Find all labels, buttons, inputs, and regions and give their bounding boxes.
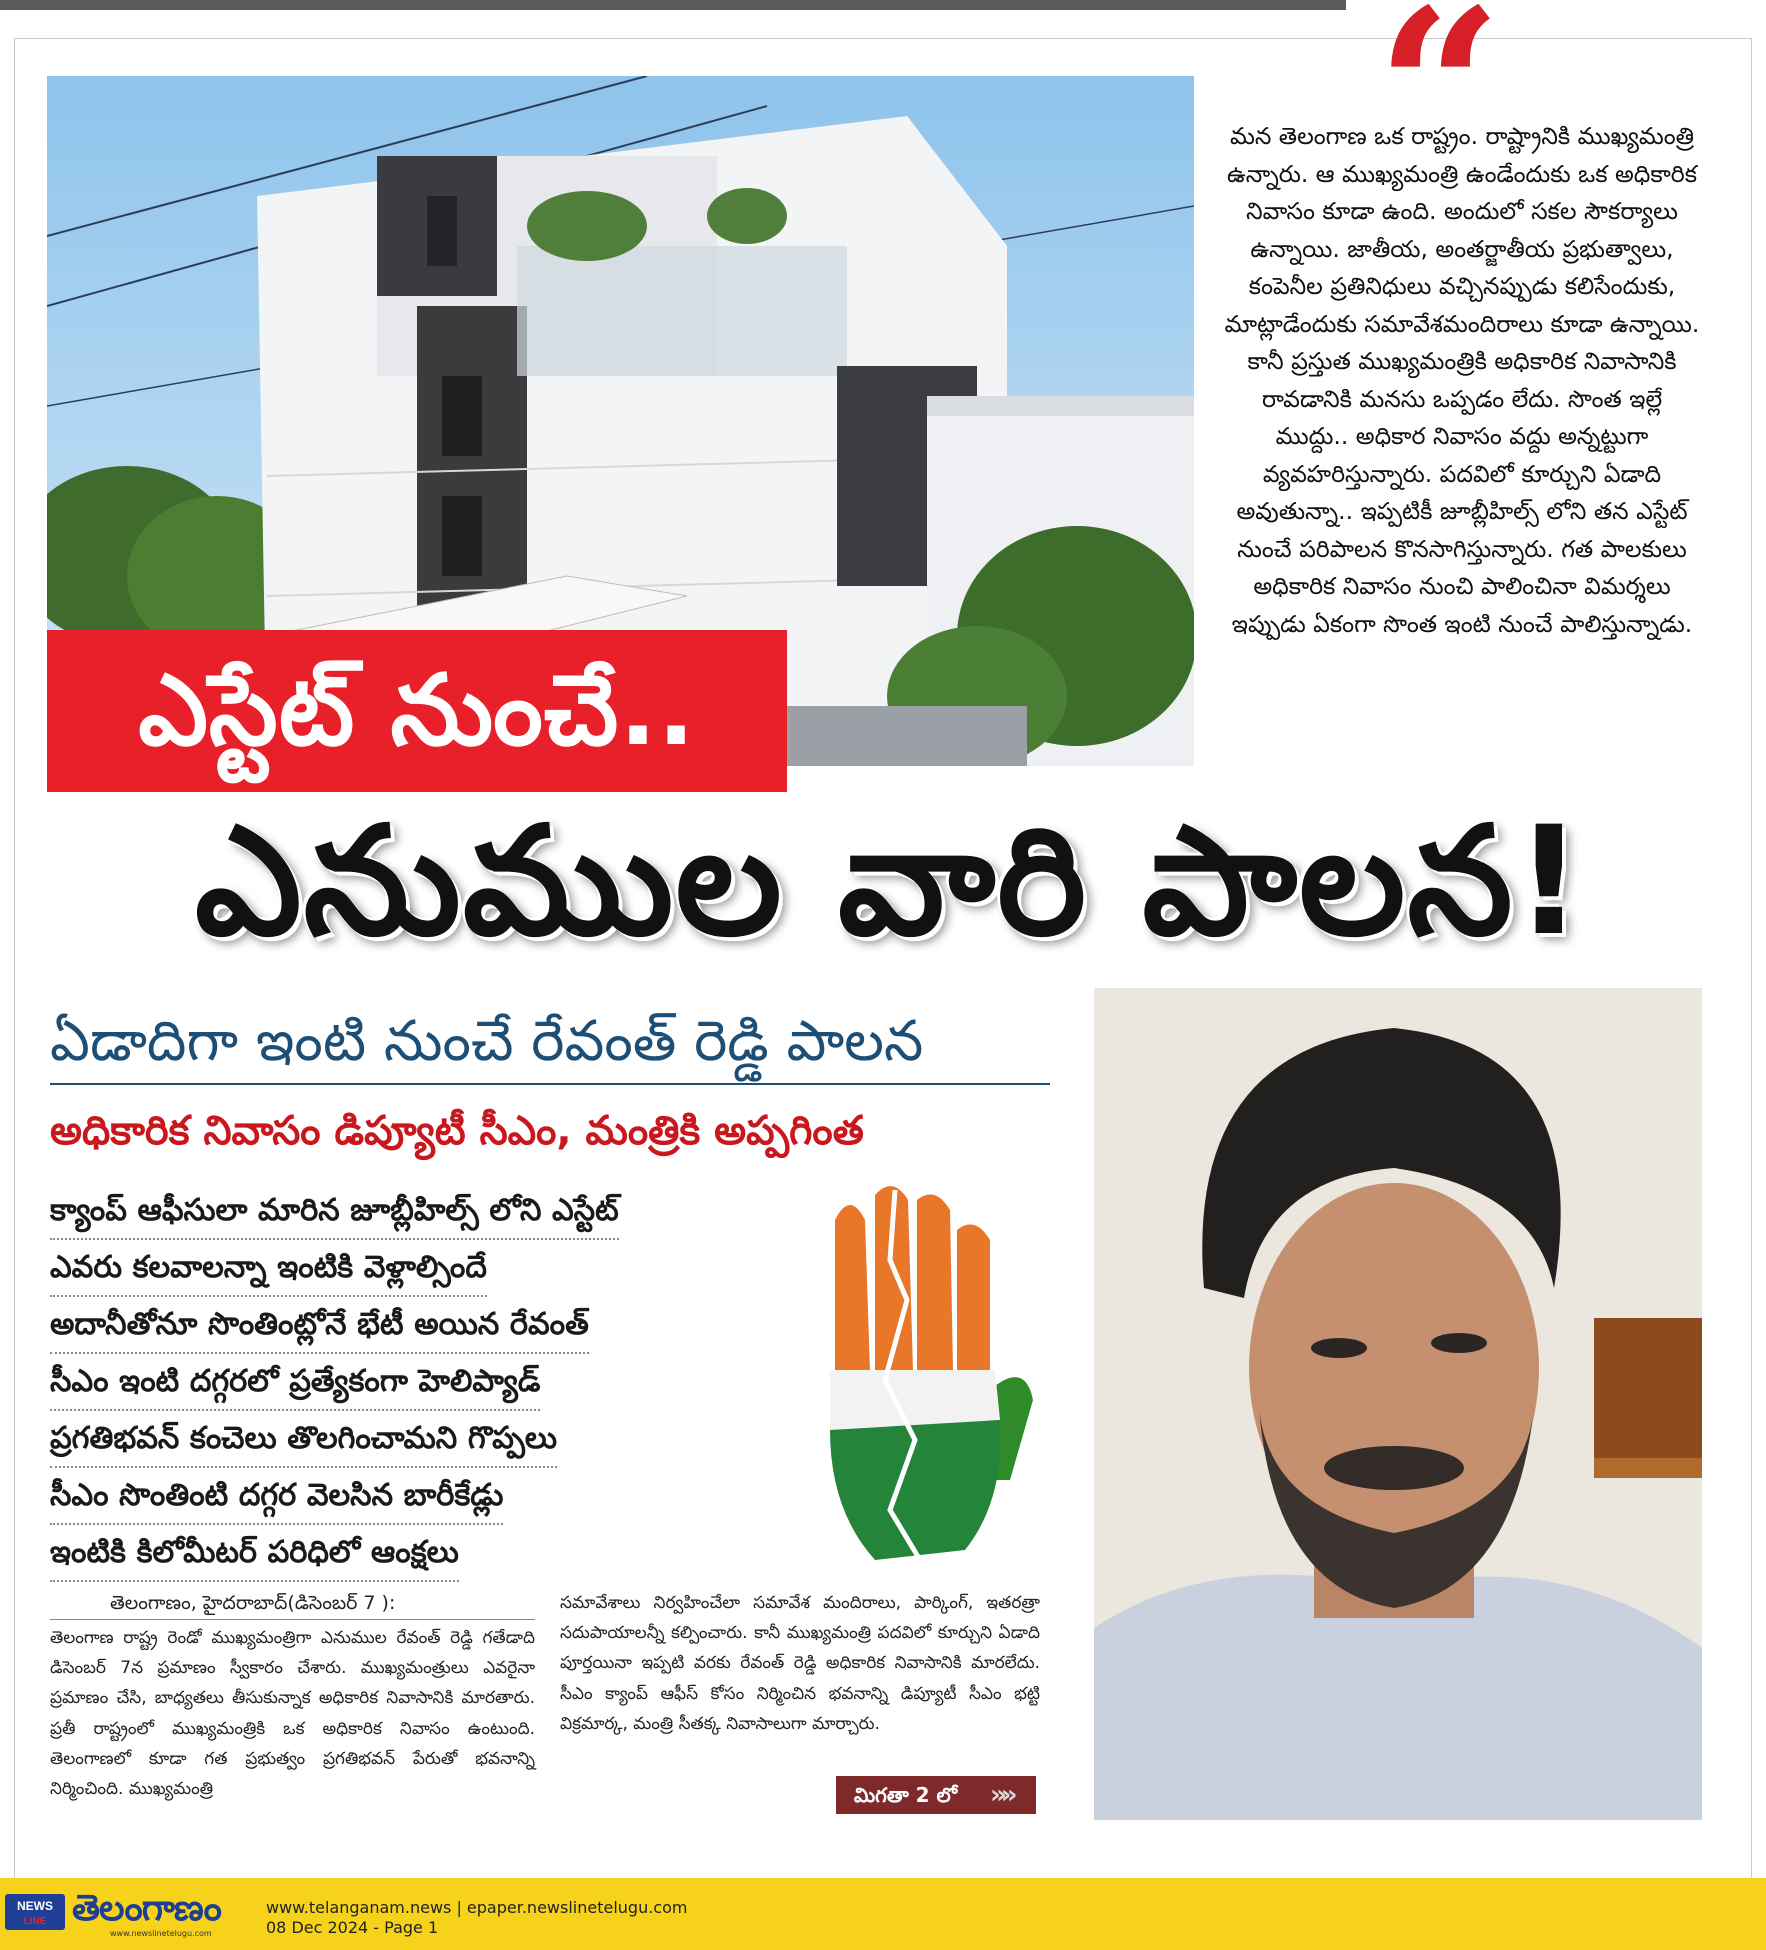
- body-column-1: తెలంగాణ రాష్ట్ర రెండో ముఖ్యమంత్రిగా ఎనుముల రేవంత్ రెడ్డి గతేడాది డిసెంబర్ 7న ప్రమాణం స్వీకారం చేశారు. ముఖ్యమంత్రులు ఎవరైనా ప్రమాణం చేసి, బాధ్యతలు తీసుకున్నాక అధికారిక నివాసానికి మారతారు. ప్రతీ రాష్ట్రంలో ముఖ్యమంత్రికి ఒక అధికారిక నివాసం ఉంటుంది. తెలంగాణలో కూడా గత ప్రభుత్వం ప్రగతిభవన్ పేరుతో భవనాన్ని నిర్మించింది. ముఖ్యమంత్రి: [50, 1628, 535, 1800]
- kicker-label: ఎస్టేట్ నుంచే..: [47, 630, 787, 792]
- highlight-item: ప్రగతిభవన్ కంచెలు తొలగించామని గొప్పలు: [50, 1411, 557, 1468]
- svg-text:NEWS: NEWS: [17, 1899, 53, 1913]
- highlight-item: క్యాంప్ ఆఫీసులా మారిన జూబ్లీహిల్స్ లోని ఎస్టేట్: [50, 1183, 619, 1240]
- highlight-item: అదానీతోనూ సొంతింట్లోనే భేటీ అయిన రేవంత్: [50, 1297, 589, 1354]
- subheadline-rule: [50, 1083, 1050, 1085]
- body-column-2: సమావేశాలు నిర్వహించేలా సమావేశ మందిరాలు, పార్కింగ్, ఇతరత్రా సదుపాయాలన్నీ కల్పించారు. కానీ ముఖ్యమంత్రి పదవిలో కూర్చుని ఏడాది పూర్తయినా ఇప్పటి వరకు రేవంత్ రెడ్డి అధికారిక నివాసానికి మారలేదు. సీఎం క్యాంప్ ఆఫీస్ కోసం నిర్మించిన భవనాన్ని డిప్యూటీ సీఎం భట్టి విక్రమార్క, మంత్రి సీతక్క నివాసాలుగా మార్చారు.: [560, 1593, 1040, 1734]
- dateline: తెలంగాణం, హైదరాబాద్(డిసెంబర్ 7 ):: [110, 1592, 396, 1614]
- subheadline-primary: ఏడాదిగా ఇంటి నుంచే రేవంత్ రెడ్డి పాలన: [50, 1009, 924, 1074]
- main-headline: ఎనుముల వారి పాలన!: [194, 795, 1586, 969]
- subheadline-secondary: అధికారిక నివాసం డిప్యూటీ సీఎం, మంత్రికి అప్పగింత: [50, 1108, 864, 1154]
- highlight-item: ఎవరు కలవాలన్నా ఇంటికి వెళ్లాల్సిందే: [50, 1240, 487, 1297]
- quote-mark: “: [1376, 0, 1503, 219]
- congress-hand-icon: [795, 1180, 1035, 1565]
- continued-on-page-link[interactable]: మిగతా 2 లో: [836, 1776, 1036, 1814]
- highlight-item: సీఎం ఇంటి దగ్గరలో ప్రత్యేకంగా హెలిప్యాడ్: [50, 1354, 540, 1411]
- footer-date-page: 08 Dec 2024 - Page 1: [266, 1918, 439, 1937]
- quote-paragraph: మన తెలంగాణ ఒక రాష్ట్రం. రాష్ట్రానికి ముఖ్యమంత్రి ఉన్నారు. ఆ ముఖ్యమంత్రి ఉండేందుకు ఒక అధికారిక నివాసం కూడా ఉంది. అందులో సకల సౌకర్యాలు ఉన్నాయి. జాతీయ, అంతర్జాతీయ ప్రభుత్వాలు, కంపెనీల ప్రతినిధులు వచ్చినప్పుడు కలిసేందుకు, మాట్లాడేందుకు సమావేశమందిరాలు కూడా ఉన్నాయి. కానీ ప్రస్తుత ముఖ్యమంత్రికి అధికారిక నివాసానికి రావడానికి మనసు ఒప్పడం లేదు. సొంత ఇల్లే ముద్దు.. అధికార నివాసం వద్దు అన్నట్టుగా వ్యవహరిస్తున్నారు. పదవిలో కూర్చుని ఏడాది అవుతున్నా.. ఇప్పటికీ జూబ్లీహిల్స్ లోని తన ఎస్టేట్ నుంచే పరిపాలన కొనసాగిస్తున్నారు. గత పాలకులు అధికారిక నివాసం నుంచి పాలించినా విమర్శలు ఇప్పుడు ఏకంగా సొంత ఇంటి నుంచే పాలిస్తున్నాడు.: [1224, 122, 1700, 638]
- svg-text:LINE: LINE: [23, 1916, 47, 1927]
- highlight-item: ఇంటికి కిలోమీటర్ పరిధిలో ఆంక్షలు: [50, 1525, 459, 1582]
- highlight-item: సీఎం సొంతింటి దగ్గర వెలసిన బారీకేడ్లు: [50, 1468, 503, 1525]
- highlights-list: [50, 1183, 750, 1582]
- newsline-logo: [5, 1894, 65, 1930]
- portrait-photo: [1094, 988, 1702, 1820]
- footer-websites[interactable]: www.telanganam.news | epaper.newslinetelugu.com: [266, 1898, 688, 1917]
- logo-url: www.newslinetelugu.com: [110, 1929, 212, 1938]
- telanganam-logo: తెలంగాణం: [72, 1888, 221, 1929]
- double-chevron-right-icon: »»: [990, 1780, 1012, 1810]
- dateline-rule: [50, 1619, 535, 1620]
